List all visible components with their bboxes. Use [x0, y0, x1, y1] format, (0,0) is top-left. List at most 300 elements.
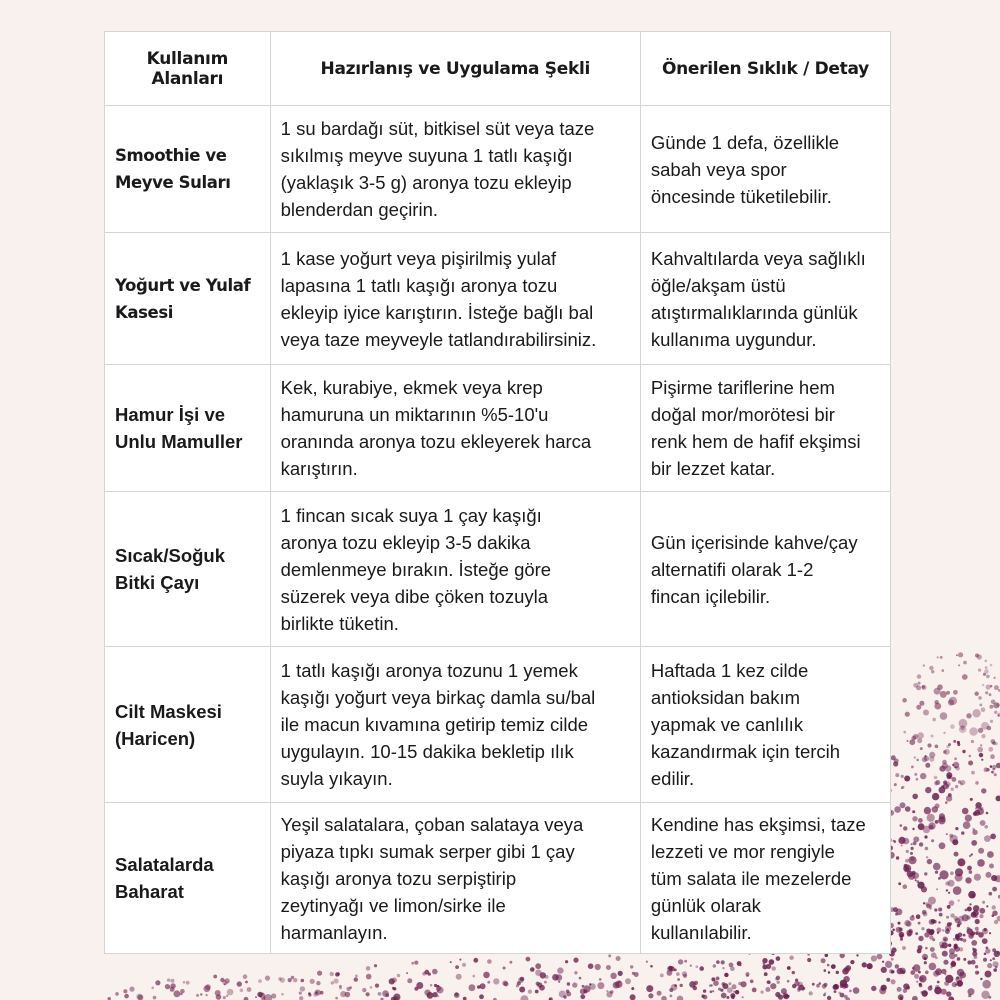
powder-particle: [834, 985, 837, 988]
powder-particle: [862, 962, 867, 967]
powder-particle: [925, 847, 929, 851]
powder-particle: [167, 978, 170, 981]
powder-particle: [893, 840, 895, 842]
powder-particle: [994, 685, 999, 690]
header-frequency: Önerilen Sıklık / Detay: [640, 32, 890, 106]
powder-particle: [935, 745, 939, 749]
usage-table: [104, 31, 891, 954]
powder-particle: [922, 910, 927, 915]
powder-particle: [943, 750, 947, 754]
powder-particle: [716, 977, 720, 981]
powder-particle: [712, 990, 714, 992]
powder-particle: [992, 765, 996, 769]
powder-particle: [891, 947, 896, 952]
powder-particle: [827, 964, 830, 967]
powder-particle: [988, 747, 993, 752]
powder-particle: [728, 982, 731, 985]
powder-particle: [912, 810, 915, 813]
powder-particle: [989, 932, 991, 934]
powder-particle: [931, 670, 934, 673]
powder-particle: [480, 983, 486, 989]
row-category: Cilt Maskesi (Haricen): [105, 647, 271, 803]
powder-particle: [924, 932, 929, 937]
powder-particle: [899, 928, 903, 932]
powder-particle: [927, 814, 935, 822]
powder-particle: [792, 971, 795, 974]
powder-particle: [165, 984, 170, 989]
powder-particle: [900, 802, 906, 808]
powder-particle: [922, 990, 928, 996]
powder-particle: [986, 872, 992, 878]
powder-particle: [995, 966, 998, 969]
powder-particle: [956, 977, 959, 980]
powder-particle: [952, 961, 955, 964]
powder-particle: [977, 747, 983, 753]
powder-particle: [354, 977, 358, 981]
powder-particle: [969, 903, 971, 905]
powder-particle: [942, 760, 947, 765]
powder-particle: [940, 691, 947, 698]
powder-particle: [928, 986, 933, 991]
powder-particle: [975, 802, 981, 808]
powder-particle: [836, 971, 839, 974]
powder-particle: [940, 656, 943, 659]
powder-particle: [599, 978, 602, 981]
powder-particle: [929, 963, 937, 971]
powder-particle: [366, 974, 372, 980]
row-detail: Kendine has ekşimsi, taze lezzeti ve mor rengiyle tüm salata ile mezelerde günlük olarak kullanılabilir.: [640, 803, 890, 954]
powder-particle: [455, 965, 459, 969]
powder-particle: [151, 987, 154, 990]
powder-particle: [258, 979, 262, 983]
powder-particle: [812, 983, 815, 986]
powder-particle: [903, 826, 907, 830]
powder-particle: [978, 696, 982, 700]
powder-particle: [934, 776, 938, 780]
powder-particle: [931, 839, 934, 842]
powder-particle: [427, 992, 434, 999]
powder-particle: [992, 887, 997, 892]
powder-particle: [982, 938, 988, 944]
powder-particle: [958, 899, 960, 901]
powder-particle: [827, 996, 831, 1000]
powder-particle: [918, 936, 923, 941]
powder-particle: [606, 965, 611, 970]
powder-particle: [924, 756, 929, 761]
powder-particle: [798, 985, 804, 991]
powder-particle: [978, 848, 984, 854]
powder-particle: [920, 773, 926, 779]
powder-particle: [721, 960, 725, 964]
powder-particle: [936, 928, 941, 933]
powder-particle: [957, 924, 960, 927]
powder-particle: [765, 987, 770, 992]
powder-particle: [990, 664, 993, 667]
powder-particle: [557, 967, 563, 973]
powder-particle: [821, 958, 826, 963]
powder-particle: [558, 981, 560, 983]
powder-particle: [316, 981, 320, 985]
row-detail: Pişirme tariflerine hem doğal mor/morötesi bir renk hem de hafif ekşimsi bir lezzet katar.: [640, 365, 890, 492]
powder-particle: [989, 705, 993, 709]
powder-particle: [762, 965, 767, 970]
powder-particle: [716, 960, 720, 964]
powder-particle: [946, 795, 952, 801]
powder-particle: [473, 975, 476, 978]
powder-particle: [971, 853, 973, 855]
powder-particle: [924, 807, 931, 814]
powder-particle: [963, 934, 966, 937]
powder-particle: [978, 669, 981, 672]
powder-particle: [906, 850, 909, 853]
powder-particle: [920, 747, 923, 750]
powder-particle: [676, 972, 680, 976]
row-category: Salatalarda Baharat: [105, 803, 271, 954]
powder-particle: [912, 816, 917, 821]
powder-particle: [535, 963, 541, 969]
powder-particle: [981, 734, 985, 738]
powder-particle: [917, 880, 920, 883]
powder-particle: [293, 978, 297, 982]
powder-particle: [945, 801, 948, 804]
powder-particle: [903, 864, 911, 872]
powder-particle: [985, 660, 988, 663]
powder-particle: [947, 905, 951, 909]
powder-particle: [853, 987, 860, 994]
powder-particle: [989, 693, 992, 696]
powder-particle: [477, 985, 481, 989]
powder-particle: [459, 959, 461, 961]
powder-particle: [974, 874, 981, 881]
powder-particle: [278, 977, 282, 981]
powder-particle: [921, 927, 924, 930]
powder-particle: [945, 881, 949, 885]
powder-particle: [718, 988, 721, 991]
powder-particle: [967, 960, 971, 964]
powder-particle: [428, 973, 431, 976]
powder-particle: [366, 992, 370, 996]
powder-particle: [954, 916, 959, 921]
powder-particle: [583, 985, 590, 992]
powder-particle: [925, 763, 930, 768]
powder-particle: [901, 775, 904, 778]
powder-particle: [825, 954, 829, 958]
powder-particle: [980, 820, 986, 826]
powder-particle: [969, 727, 978, 736]
powder-particle: [963, 661, 967, 665]
powder-particle: [984, 835, 991, 842]
powder-particle: [950, 871, 954, 875]
powder-particle: [932, 793, 939, 800]
powder-particle: [929, 904, 932, 907]
row-preparation: 1 tatlı kaşığı aronya tozunu 1 yemek kaşığı yoğurt veya birkaç damla su/bal ile macun kıvamına getirip temiz cilde uygulayın. 10-15 dakika bekletip ılık suyla yıkayın.: [270, 647, 640, 803]
powder-particle: [530, 967, 535, 972]
powder-particle: [984, 825, 988, 829]
powder-particle: [776, 976, 780, 980]
powder-particle: [990, 959, 992, 961]
powder-particle: [903, 731, 906, 734]
powder-particle: [895, 964, 899, 968]
powder-particle: [992, 957, 995, 960]
powder-particle: [953, 690, 958, 695]
powder-particle: [974, 955, 978, 959]
powder-particle: [227, 989, 234, 996]
powder-particle: [362, 988, 366, 992]
powder-particle: [374, 964, 377, 967]
powder-particle: [940, 712, 948, 720]
powder-particle: [938, 921, 940, 923]
powder-particle: [901, 787, 903, 789]
powder-particle: [970, 933, 974, 937]
powder-particle: [877, 954, 883, 960]
powder-particle: [871, 955, 877, 961]
powder-particle: [650, 965, 653, 968]
powder-particle: [677, 978, 680, 981]
powder-particle: [892, 929, 895, 932]
powder-particle: [984, 953, 987, 956]
powder-particle: [616, 956, 621, 961]
powder-particle: [930, 947, 935, 952]
row-preparation: Kek, kurabiye, ekmek veya krep hamuruna un miktarının %5-10'u oranında aronya tozu ekleyerek harca karıştırın.: [270, 365, 640, 492]
powder-particle: [903, 989, 907, 993]
powder-particle: [944, 938, 947, 941]
powder-particle: [750, 980, 754, 984]
powder-particle: [958, 933, 963, 938]
powder-particle: [939, 870, 948, 879]
powder-particle: [959, 938, 962, 941]
powder-particle: [205, 984, 211, 990]
powder-particle: [946, 916, 949, 919]
powder-particle: [990, 720, 993, 723]
powder-particle: [912, 967, 915, 970]
powder-particle: [317, 971, 322, 976]
powder-particle: [971, 894, 975, 898]
powder-particle: [694, 981, 698, 985]
powder-particle: [917, 732, 924, 739]
powder-particle: [572, 982, 577, 987]
powder-particle: [926, 856, 928, 858]
powder-particle: [308, 993, 311, 996]
powder-particle: [183, 981, 186, 984]
powder-particle: [544, 981, 547, 984]
powder-particle: [606, 991, 612, 997]
powder-particle: [997, 714, 999, 716]
powder-particle: [349, 986, 352, 989]
powder-particle: [992, 905, 996, 909]
powder-particle: [588, 963, 594, 969]
powder-particle: [912, 996, 918, 1000]
powder-particle: [899, 932, 905, 938]
powder-particle: [954, 757, 957, 760]
powder-particle: [432, 969, 438, 975]
powder-particle: [393, 987, 396, 990]
powder-particle: [891, 979, 896, 984]
powder-particle: [216, 994, 222, 1000]
header-usage-areas: Kullanım Alanları: [105, 32, 271, 106]
powder-particle: [299, 992, 302, 995]
powder-particle: [955, 874, 963, 882]
powder-particle: [919, 983, 922, 986]
powder-particle: [968, 994, 971, 997]
powder-particle: [929, 756, 934, 761]
powder-particle: [935, 956, 938, 959]
powder-particle: [867, 963, 873, 969]
powder-particle: [831, 964, 836, 969]
powder-particle: [430, 984, 433, 987]
powder-particle: [856, 954, 858, 956]
powder-particle: [963, 821, 971, 829]
powder-particle: [473, 958, 478, 963]
powder-particle: [953, 886, 962, 895]
table-row: [105, 365, 891, 492]
powder-particle: [981, 707, 986, 712]
powder-particle: [925, 787, 931, 793]
powder-particle: [969, 870, 973, 874]
powder-particle: [902, 970, 906, 974]
powder-particle: [910, 970, 915, 975]
powder-particle: [946, 691, 950, 695]
powder-particle: [580, 994, 585, 999]
powder-particle: [989, 892, 993, 896]
powder-particle: [944, 981, 949, 986]
powder-particle: [726, 996, 729, 999]
powder-particle: [956, 766, 960, 770]
powder-particle: [436, 986, 441, 991]
powder-particle: [905, 859, 909, 863]
powder-particle: [919, 701, 924, 706]
powder-particle: [942, 951, 948, 957]
row-detail: Kahvaltılarda veya sağlıklı öğle/akşam üstü atıştırmalıklarında günlük kullanıma uygundur.: [640, 233, 890, 365]
powder-particle: [265, 976, 270, 981]
powder-particle: [200, 993, 202, 995]
powder-particle: [406, 972, 408, 974]
powder-particle: [925, 947, 928, 950]
powder-particle: [516, 984, 519, 987]
powder-particle: [970, 798, 973, 801]
powder-particle: [929, 666, 933, 670]
powder-particle: [630, 994, 636, 1000]
powder-particle: [916, 914, 921, 919]
powder-particle: [226, 995, 228, 997]
powder-particle: [975, 919, 980, 924]
powder-particle: [414, 961, 418, 965]
powder-particle: [946, 782, 951, 787]
powder-particle: [684, 960, 687, 963]
powder-particle: [990, 834, 996, 840]
powder-particle: [957, 741, 960, 744]
powder-particle: [902, 698, 907, 703]
powder-particle: [931, 735, 934, 738]
powder-particle: [957, 980, 963, 986]
powder-particle: [979, 914, 983, 918]
powder-particle: [337, 972, 340, 975]
powder-particle: [981, 759, 983, 761]
powder-particle: [370, 986, 373, 989]
powder-particle: [966, 713, 971, 718]
powder-particle: [924, 835, 927, 838]
table-row: [105, 233, 891, 365]
powder-particle: [411, 962, 414, 965]
powder-particle: [213, 975, 217, 979]
powder-particle: [690, 965, 692, 967]
powder-particle: [975, 781, 979, 785]
powder-particle: [237, 981, 242, 986]
powder-particle: [610, 973, 616, 979]
powder-particle: [992, 948, 996, 952]
powder-particle: [223, 996, 226, 999]
powder-particle: [339, 986, 342, 989]
powder-particle: [646, 985, 653, 992]
powder-particle: [975, 692, 979, 696]
powder-particle: [962, 914, 969, 921]
powder-particle: [985, 666, 988, 669]
powder-particle: [335, 997, 338, 1000]
row-detail: Gün içerisinde kahve/çay alternatifi olarak 1-2 fincan içilebilir.: [640, 492, 890, 647]
powder-particle: [772, 966, 776, 970]
powder-particle: [255, 996, 257, 998]
powder-particle: [943, 960, 948, 965]
row-detail: Günde 1 defa, özellikle sabah veya spor öncesinde tüketilebilir.: [640, 106, 890, 233]
powder-particle: [646, 961, 648, 963]
powder-particle: [905, 712, 910, 717]
powder-particle: [992, 911, 997, 916]
powder-particle: [908, 856, 916, 864]
powder-particle: [657, 991, 662, 996]
powder-particle: [703, 989, 706, 992]
powder-particle: [967, 907, 972, 912]
powder-particle: [731, 996, 735, 1000]
powder-particle: [912, 794, 918, 800]
powder-particle: [784, 994, 789, 999]
powder-particle: [891, 755, 896, 760]
powder-particle: [171, 979, 175, 983]
powder-particle: [991, 771, 994, 774]
powder-particle: [962, 674, 968, 680]
powder-particle: [942, 669, 945, 672]
powder-particle: [962, 808, 969, 815]
powder-particle: [955, 827, 958, 830]
powder-particle: [520, 977, 525, 982]
powder-particle: [986, 685, 991, 690]
powder-particle: [900, 938, 903, 941]
powder-particle: [905, 806, 911, 812]
powder-particle: [903, 884, 908, 889]
powder-particle: [722, 967, 724, 969]
powder-particle: [895, 773, 899, 777]
powder-particle: [987, 851, 994, 858]
row-preparation: 1 kase yoğurt veya pişirilmiş yulaf lapasına 1 tatlı kaşığı aronya tozu ekleyip iyice karıştırın. İsteğe bağlı bal veya taze meyveyle tatlandırabilirsiniz.: [270, 233, 640, 365]
powder-particle: [962, 750, 965, 753]
powder-particle: [871, 986, 876, 991]
powder-particle: [713, 980, 719, 986]
powder-particle: [971, 771, 975, 775]
powder-particle: [727, 987, 733, 993]
powder-particle: [927, 743, 931, 747]
powder-particle: [678, 959, 683, 964]
powder-particle: [981, 788, 986, 793]
powder-particle: [240, 989, 244, 993]
powder-particle: [504, 982, 509, 987]
powder-particle: [916, 778, 919, 781]
powder-particle: [903, 838, 910, 845]
powder-particle: [503, 967, 506, 970]
row-preparation: Yeşil salatalara, çoban salataya veya piyaza tıpkı sumak serper gibi 1 çay kaşığı aronya tozu serpiştirip zeytinyağı ve limon/sirke ile harmanlayın.: [270, 803, 640, 954]
powder-particle: [965, 815, 972, 822]
row-category: Sıcak/Soğuk Bitki Çayı: [105, 492, 271, 647]
powder-particle: [916, 759, 919, 762]
powder-particle: [912, 828, 914, 830]
powder-particle: [843, 983, 848, 988]
